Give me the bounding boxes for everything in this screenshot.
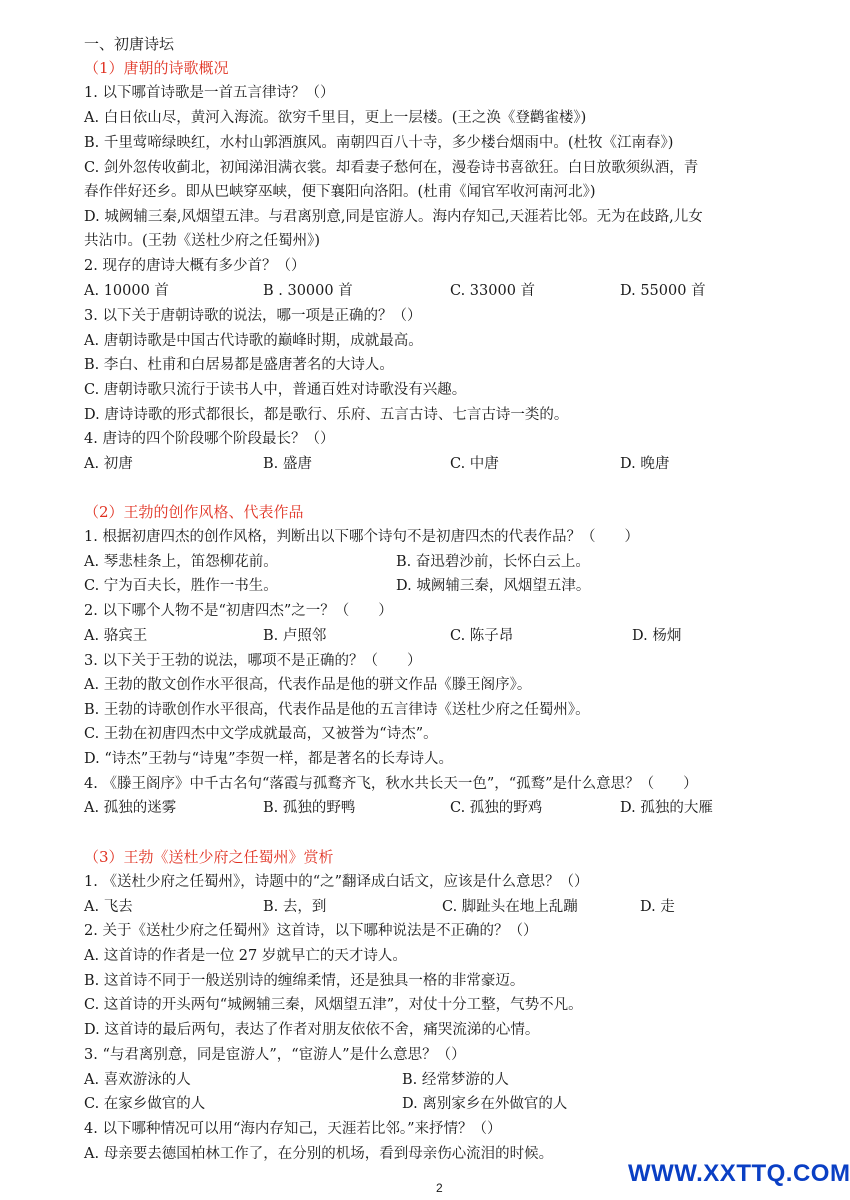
question-stem: 2. 现存的唐诗大概有多少首？（） [84, 258, 306, 274]
option-d: D. “诗杰”王勃与“诗鬼”李贺一样，都是著名的长寿诗人。 [84, 751, 453, 767]
option-c: C. 在家乡做官的人 [84, 1096, 206, 1112]
option-d: D. 这首诗的最后两句，表达了作者对朋友依依不舍，痛哭流涕的心情。 [84, 1022, 540, 1038]
option-c: C. 剑外忽传收蓟北，初闻涕泪满衣裳。却看妻子愁何在，漫卷诗书喜欲狂。白日放歌须纵酒，青 [84, 160, 699, 176]
question-stem: 1. 《送杜少府之任蜀州》，诗题中的“之”翻译成白话文，应该是什么意思？（） [84, 874, 589, 890]
options-row [84, 576, 824, 596]
question-stem: 2. 以下哪个人物不是“初唐四杰”之一？（ ） [84, 603, 393, 619]
option-d-cont: 共沾巾。(王勃《送杜少府之任蜀州》) [84, 233, 321, 249]
option-a: A. 孤独的迷雾 [84, 800, 177, 816]
question-stem: 4. 唐诗的四个阶段哪个阶段最长？（） [84, 431, 335, 447]
page-number: 2 [436, 1181, 443, 1195]
option-d: D. 走 [640, 899, 675, 915]
option-c: C. 唐朝诗歌只流行于读书人中，普通百姓对诗歌没有兴趣。 [84, 382, 467, 398]
option-a: A. 初唐 [84, 456, 133, 472]
question-stem: 1. 以下哪首诗歌是一首五言律诗？（） [84, 85, 335, 101]
option-d: D. 晚唐 [620, 456, 670, 472]
option-c: C. 王勃在初唐四杰中文学成就最高，又被誉为“诗杰”。 [84, 726, 438, 742]
option-b: B. 奋迅碧沙前，长怀白云上。 [396, 554, 590, 570]
option-c: C. 这首诗的开头两句“城阙辅三秦，风烟望五津”，对仗十分工整，气势不凡。 [84, 997, 583, 1013]
option-c: C. 陈子昂 [450, 628, 514, 644]
watermark-logo: WWW.XXTTQ.COM [628, 1160, 850, 1187]
option-b: B. 王勃的诗歌创作水平很高，代表作品是他的五言律诗《送杜少府之任蜀州》。 [84, 702, 590, 718]
question-stem: 3. 以下关于王勃的说法，哪项不是正确的？（ ） [84, 653, 422, 669]
option-a: A. 飞去 [84, 899, 133, 915]
option-b: B. 盛唐 [263, 456, 312, 472]
option-b: B . 30000 首 [263, 283, 353, 299]
option-b: B. 经常梦游的人 [402, 1072, 509, 1088]
question-stem: 4. 《滕王阁序》中千古名句“落霞与孤鹜齐飞，秋水共长天一色”，“孤鹜”是什么意思？（ ） [84, 776, 698, 792]
option-c: C. 中唐 [450, 456, 499, 472]
option-c: C. 33000 首 [450, 283, 536, 299]
question-stem: 4. 以下哪种情况可以用“海内存知己，天涯若比邻。”来抒情？（） [84, 1121, 502, 1137]
question-stem: 2. 关于《送杜少府之任蜀州》这首诗，以下哪种说法是不正确的？（） [84, 923, 538, 939]
option-d: D. 唐诗诗歌的形式都很长，都是歌行、乐府、五言古诗、七言古诗一类的。 [84, 407, 569, 423]
option-b: B. 千里莺啼绿映红，水村山郭酒旗风。南朝四百八十寺，多少楼台烟雨中。(杜牧《江南春》) [84, 135, 674, 151]
option-a: A. 唐朝诗歌是中国古代诗歌的巅峰时期，成就最高。 [84, 333, 423, 349]
question-stem: 1. 根据初唐四杰的创作风格，判断出以下哪个诗句不是初唐四杰的代表作品？（ ） [84, 529, 639, 545]
option-b: B. 这首诗不同于一般送别诗的缠绵柔情，还是独具一格的非常豪迈。 [84, 973, 525, 989]
option-a: A. 王勃的散文创作水平很高，代表作品是他的骈文作品《滕王阁序》。 [84, 677, 532, 693]
option-a: A. 喜欢游泳的人 [84, 1072, 191, 1088]
option-a: A. 10000 首 [84, 283, 169, 299]
options-row [84, 1070, 824, 1090]
option-c: C. 脚趾头在地上乱蹦 [442, 899, 578, 915]
option-d: D. 城阙辅三秦,风烟望五津。与君离别意,同是宦游人。海内存知己,天涯若比邻。无为在歧路,儿女 [84, 209, 703, 225]
section-title: （2）王勃的创作风格、代表作品 [84, 503, 304, 521]
option-a: A. 白日依山尽，黄河入海流。欲穷千里目，更上一层楼。(王之涣《登鹳雀楼》) [84, 110, 587, 126]
section-title: （3）王勃《送杜少府之任蜀州》赏析 [84, 848, 334, 866]
option-b: B. 孤独的野鸭 [263, 800, 356, 816]
options-row [84, 626, 824, 646]
question-stem: 3. 以下关于唐朝诗歌的说法，哪一项是正确的？（） [84, 308, 422, 324]
option-d: D. 55000 首 [620, 283, 706, 299]
options-row [84, 454, 824, 474]
option-a: A. 琴悲桂条上，笛怨柳花前。 [84, 554, 278, 570]
option-a: A. 母亲要去德国柏林工作了，在分别的机场，看到母亲伤心流泪的时候。 [84, 1146, 554, 1162]
section-title: （1）唐朝的诗歌概况 [84, 59, 229, 77]
option-a: A. 这首诗的作者是一位 27 岁就早亡的天才诗人。 [84, 948, 407, 964]
option-c-cont: 春作伴好还乡。即从巴峡穿巫峡，便下襄阳向洛阳。(杜甫《闻官军收河南河北》) [84, 184, 596, 200]
option-d: D. 孤独的大雁 [620, 800, 713, 816]
option-b: B. 卢照邻 [263, 628, 327, 644]
option-a: A. 骆宾王 [84, 628, 148, 644]
option-c: C. 孤独的野鸡 [450, 800, 543, 816]
options-row [84, 897, 824, 917]
option-d: D. 杨炯 [632, 628, 682, 644]
page-heading: 一、初唐诗坛 [84, 35, 175, 53]
options-row [84, 281, 824, 301]
option-b: B. 去，到 [263, 899, 327, 915]
question-stem: 3. “与君离别意，同是宦游人”，“宦游人”是什么意思？（） [84, 1047, 466, 1063]
option-c: C. 宁为百夫长，胜作一书生。 [84, 578, 278, 594]
options-row [84, 798, 824, 818]
options-row [84, 1094, 824, 1114]
option-d: D. 离别家乡在外做官的人 [402, 1096, 568, 1112]
option-d: D. 城阙辅三秦，风烟望五津。 [396, 578, 591, 594]
option-b: B. 李白、杜甫和白居易都是盛唐著名的大诗人。 [84, 357, 394, 373]
options-row [84, 552, 824, 572]
